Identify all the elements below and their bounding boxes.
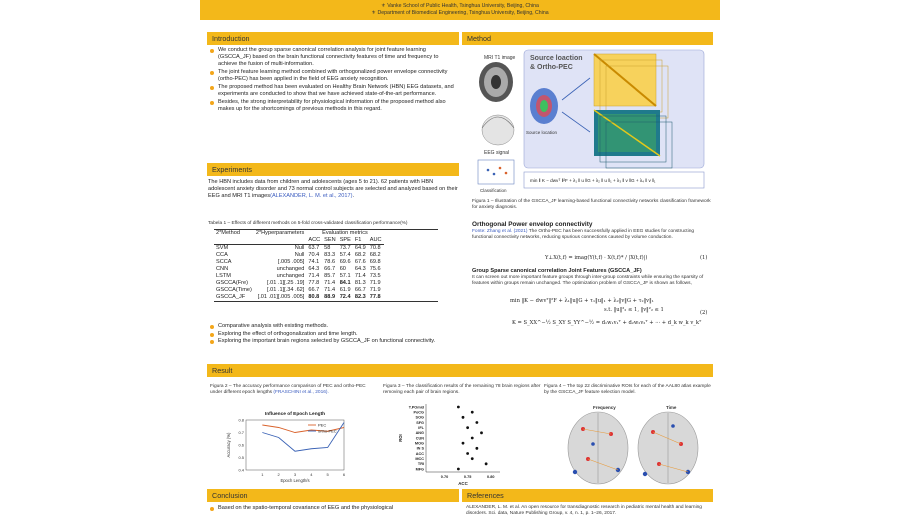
table-cell: 85.7: [324, 273, 336, 279]
table-cell: GSCCA(Time): [216, 287, 252, 293]
table-cell: 61.9: [339, 287, 351, 293]
experiments-bullets: [208, 323, 460, 346]
equation-1: Y⊥X(t,f) = imag(Y(t,f) · X(t,f)* / |X(t,f)|): [545, 255, 648, 261]
y-tick-label: 0.8: [238, 417, 244, 423]
eeg-label: EEG signal: [484, 150, 510, 156]
table-cell: 71.4: [324, 280, 336, 286]
list-item: Exploring the important brain regions selected by GSCCA_JF on functional connectivity.: [218, 338, 460, 345]
table-row: [214, 245, 384, 253]
y-axis-label: ROI: [398, 434, 403, 442]
section-experiments-title: Experiments: [207, 163, 459, 176]
section-result-title: Result: [207, 364, 713, 377]
x-axis-label: Epoch Length/s: [280, 478, 310, 483]
list-item: Based on the spatio-temporal covariance of EEG and the physiological: [218, 505, 458, 512]
section-method-title: Method: [462, 32, 713, 45]
gscca-text: It can screen out more important feature groups through inter-group constraints while ensuring the sparsity of features within groups remain unchanged. The optimization problem of GSCCA_JF is shown as follows,: [472, 275, 704, 286]
y-tick-label: SOG: [415, 415, 424, 420]
data-point: [480, 431, 483, 434]
x-tick-label: 1: [261, 472, 264, 477]
source-location-label: Source location: [526, 130, 558, 135]
brain-label-time: Time: [666, 405, 677, 410]
table-cell: SCCA: [216, 259, 232, 265]
table-cell: 70.8: [369, 245, 381, 251]
method-diagram: [476, 48, 708, 196]
table-cell: 84.1: [339, 280, 351, 286]
table-cell: GSCCA_JF: [216, 294, 246, 300]
equation-2c: K = S_XX^−½ S_XY S_YY^−½ = d₁w₁v₁ᵀ + d₂w₂v₂ᵀ + ··· + d_k w_k v_kᵀ: [512, 320, 702, 326]
y-tick-label: 0.4: [238, 467, 244, 473]
table-cell: 80.8: [308, 294, 320, 300]
figure4-caption: Figura 4 – The top 22 discriminative ROIs for each of the AAL80 atlas example by the GSCCA_JF feature selection model.: [544, 384, 711, 395]
table-cell: SVM: [216, 245, 229, 251]
legend-entry: PEC: [318, 422, 327, 428]
y-tick-label: 0.5: [238, 455, 244, 460]
col-f1: F1: [354, 237, 362, 243]
head-eeg-icon: [482, 115, 514, 145]
section-conclusion-title: Conclusion: [207, 489, 459, 502]
y-tick-label: TRI: [417, 462, 424, 467]
col-auc: AUC: [369, 237, 382, 243]
brain-roi-figure: [563, 404, 703, 486]
table-cell: 71.9: [369, 280, 381, 286]
equation-2-number: (2): [700, 310, 708, 316]
x-tick-label: 5: [326, 472, 329, 477]
figure3-caption: Figura 3 – The classification results of the remaining 78 brain regions after removing each pair of brain regions.: [383, 384, 541, 395]
table-cell: 63.7: [308, 245, 320, 251]
col-method: 2*Method: [216, 230, 240, 236]
list-item: The proposed method has been evaluated on Healthy Brain Network (HBN) EEG datasets, and experiments are conducted to show that we have achieved state-of-the-art performance.: [218, 84, 458, 98]
table-cell: unchanged: [276, 266, 305, 272]
table-row: [214, 294, 384, 301]
epoch-length-chart: [224, 408, 354, 486]
table-row: [214, 280, 384, 287]
data-point: [485, 462, 488, 465]
y-tick-label: 0.7: [238, 430, 244, 435]
table-row: [214, 266, 384, 273]
ortho-text: Fonte: Zhang et al. (2021) The Ortho-PEC has been successfully applied in EEG studies for constructing functional connectivity networks, reducing spurious connections caused by volume conduction.: [472, 229, 695, 240]
table-cell: 69.6: [339, 259, 351, 265]
introduction-bullets: [208, 47, 458, 114]
table-cell: 73.5: [369, 273, 381, 279]
y-tick-label: MFG: [415, 467, 424, 472]
equation-2b: s.t. ‖u‖²₂ ≤ 1, ‖v‖²₂ ≤ 1: [604, 307, 664, 313]
data-point: [462, 416, 465, 419]
data-point: [457, 406, 460, 409]
table-cell: 66.7: [354, 287, 366, 293]
x-tick-label: 4: [310, 472, 313, 477]
table-cell: 71.4: [324, 287, 336, 293]
x-tick-label: 2: [277, 472, 280, 477]
roi-scatter-chart: [398, 402, 508, 488]
table-cell: 78.6: [324, 259, 336, 265]
table-cell: 73.7: [339, 245, 351, 251]
y-tick-label: IFL: [418, 426, 424, 431]
table-cell: Null: [294, 245, 305, 251]
data-point: [475, 447, 478, 450]
data-point: [466, 452, 469, 455]
y-tick-label: MCC: [415, 457, 424, 462]
conclusion-bullets: [208, 505, 458, 513]
table-cell: 83.3: [324, 252, 336, 258]
reference-entry: ALEXANDER, L. M. et al. An open resource for transdiagnostic research in pediatric mental health and learning disorders. Sci. data, Nature Publishing Group, v. 4, n. 1, p. 1–26, 2017.: [466, 505, 702, 516]
list-item: The joint feature learning method combined with orthogonalized power envelope connectivity (ortho-PEC) has been applied in the field of EEG anxiety recognition.: [218, 69, 458, 83]
table-row: [214, 273, 384, 280]
x-tick-label: 0.80: [487, 475, 495, 479]
table-cell: [.01 .1][.25 .19]: [267, 280, 305, 286]
table-cell: CCA: [216, 252, 228, 258]
classification-label: Classification: [480, 188, 507, 193]
table-cell: 67.6: [354, 259, 366, 265]
affiliation-1: ⚜ Vanke School of Public Health, Tsinghua University, Beijing, China: [381, 3, 539, 9]
panel-title-1: Source loaction: [530, 55, 583, 62]
list-item: We conduct the group sparse canonical correlation analysis for joint feature learning (GSCCA_JF) based on the brain functional connectivity features of time and frequency to achieve the fusion of multi-information.: [218, 47, 458, 69]
y-tick-label: T.POmid: [408, 405, 424, 410]
y-tick-label: CUN: [415, 436, 424, 441]
table-cell: unchanged: [276, 273, 305, 279]
table-cell: 77.8: [308, 280, 320, 286]
table-cell: 66.7: [308, 287, 320, 293]
data-point: [471, 437, 474, 440]
table-cell: 71.9: [369, 287, 381, 293]
panel-title-2: & Ortho-PEC: [530, 64, 573, 71]
list-item: Exploring the effect of orthogonalization and time length.: [218, 331, 460, 338]
experiments-paragraph: The HBN includes data from children and adolescents (ages 5 to 21). 62 patients with HBN adolescent anxiety disorder and 73 normal control subjects are selected and analyzed based on their EEG and MRI T1 images(ALEXANDER, L. M. et al., 2017).: [208, 179, 458, 200]
table-cell: 68.2: [354, 252, 366, 258]
y-tick-label: PoCG: [413, 410, 424, 415]
table-cell: [.01 .1][.34 .62]: [267, 287, 305, 293]
equation-2a: min ‖K − dwvᵀ‖²F + λ₁‖u‖G + τ₁‖u‖₁ + λ₂‖v‖G + τ₂‖v‖₁: [510, 298, 654, 304]
data-point: [457, 468, 460, 471]
table-cell: 75.6: [369, 266, 381, 272]
col-spe: SPE: [339, 237, 351, 243]
table-row: [214, 252, 384, 259]
data-point: [471, 457, 474, 460]
data-point: [466, 426, 469, 429]
table-caption: Tabela 1 – Effects of different methods on 5-fold cross-validated classification performance(%): [208, 221, 408, 226]
list-item: Besides, the strong interpretability for physiological information of the proposed method also makes up for the shortcomings of previous methods in this regard.: [218, 99, 458, 113]
figure1-caption: Figura 1 – Illustration of the GSCCA_JF learning-based functional connectivity networks classification framework for anxiety diagnosis.: [472, 199, 711, 210]
legend-entry: ortho-PEC: [318, 428, 337, 434]
table-cell: 57.1: [339, 273, 351, 279]
figure2-caption: Figura 2 – The accuracy performance comparison of PEC and ortho-PEC under different epoch lengths (FRASCHINI et al., 2016).: [210, 384, 366, 395]
table-cell: 66.7: [324, 266, 336, 272]
section-references-title: References: [462, 489, 713, 502]
table-cell: 70.4: [308, 252, 320, 258]
y-tick-label: ANG: [415, 431, 424, 436]
col-sen: SEN: [324, 237, 336, 243]
x-tick-label: 0.70: [440, 475, 449, 479]
data-point: [471, 411, 474, 414]
table-cell: 64.3: [354, 266, 366, 272]
table-cell: 64.3: [308, 266, 320, 272]
results-table: [214, 229, 438, 302]
table-cell: [.01 .01][.005 .005]: [257, 294, 305, 300]
table-cell: LSTM: [216, 273, 231, 279]
table-cell: GSCCA(Fre): [216, 280, 249, 286]
equation-1-number: (1): [700, 255, 708, 261]
x-tick-label: 0.75: [463, 475, 472, 479]
table-cell: 77.8: [369, 294, 381, 300]
gscca-title: Group Sparse canonical correlation Joint Features (GSCCA_JF): [472, 268, 642, 274]
table-cell: 71.4: [308, 273, 320, 279]
brain-label-frequency: Frequency: [593, 405, 616, 410]
table-cell: 81.3: [354, 280, 366, 286]
table-cell: CNN: [216, 266, 229, 272]
table-cell: 57.4: [339, 252, 351, 258]
table-cell: 69.8: [369, 259, 381, 265]
table-cell: 74.1: [308, 259, 320, 265]
affiliation-2: ⚜ Department of Biomedical Engineering, Tsinghua University, Beijing, China: [371, 10, 549, 16]
table-cell: 88.9: [324, 294, 336, 300]
table-cell: 82.3: [354, 294, 366, 300]
classification-box: [478, 160, 514, 184]
list-item: Comparative analysis with existing methods.: [218, 323, 460, 330]
table-row: [214, 287, 384, 294]
y-tick-label: IN S: [416, 446, 424, 451]
section-introduction-title: Introduction: [207, 32, 459, 45]
col-hyper: 2*Hyperparameters: [255, 230, 305, 236]
ortho-title: Orthogonal Power envelop connectivity: [472, 221, 593, 228]
col-acc: ACC: [308, 237, 321, 243]
table-row: [214, 259, 384, 266]
y-tick-label: ACC: [415, 451, 424, 456]
y-tick-label: 0.6: [238, 442, 244, 448]
chart-title: Influence of Epoch Length: [264, 412, 326, 417]
y-tick-label: SFG: [416, 420, 424, 425]
x-tick-label: 3: [293, 472, 297, 477]
objective-formula: min ‖ K − dwvᵀ ‖²F + λ₁ ‖ u ‖G + λ₂ ‖ u ‖₁ + λ₃ ‖ v ‖G + λ₄ ‖ v ‖₁: [530, 178, 656, 183]
table-cell: Null: [294, 252, 305, 258]
table-cell: 72.4: [339, 294, 351, 300]
mri-label: MRI T1 image: [484, 55, 516, 61]
table-cell: 64.9: [354, 245, 366, 251]
data-point: [475, 421, 478, 424]
table-cell: 68.2: [369, 252, 381, 258]
poster: [200, 0, 720, 517]
table-cell: 60: [339, 266, 346, 272]
table-cell: 58: [324, 245, 331, 251]
col-metrics: Evaluation metrics: [322, 230, 368, 236]
data-point: [462, 442, 465, 445]
table-cell: [.005 .005]: [277, 259, 305, 265]
y-tick-label: MOG: [414, 441, 424, 446]
x-axis-label: ACC: [458, 481, 468, 486]
y-axis-label: Accuracy (%): [226, 432, 231, 458]
x-tick-label: 6: [342, 472, 346, 477]
table-cell: 71.4: [354, 273, 366, 279]
